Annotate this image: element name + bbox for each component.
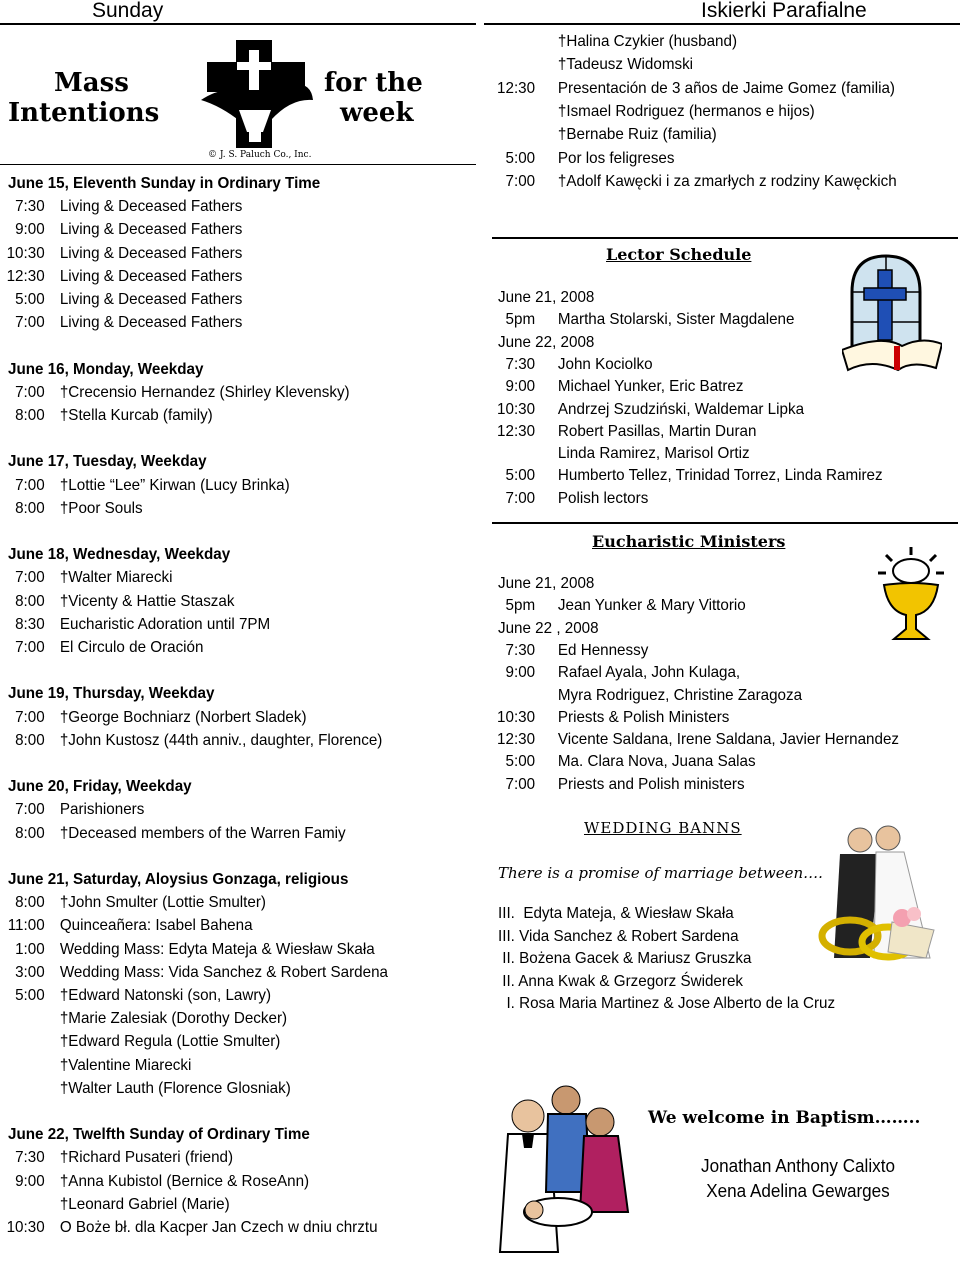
row-text: Robert Pasillas, Martin Duran bbox=[557, 422, 757, 440]
row-time: 12:30 bbox=[6, 267, 45, 285]
schedule-row bbox=[0, 917, 253, 935]
row-time: 7:30 bbox=[505, 355, 536, 373]
row-text: Living & Deceased Fathers bbox=[59, 314, 243, 332]
schedule-row bbox=[0, 221, 243, 239]
schedule-row bbox=[480, 149, 675, 168]
schedule-row bbox=[0, 615, 271, 634]
schedule-row bbox=[0, 1219, 378, 1237]
stained-glass-bible-icon bbox=[842, 252, 942, 374]
schedule-row bbox=[0, 940, 375, 959]
left-column-header: Sunday bbox=[92, 0, 164, 22]
schedule-row bbox=[0, 639, 204, 657]
schedule-row bbox=[0, 1010, 288, 1028]
row-text: Michael Yunker, Eric Batrez bbox=[557, 378, 744, 396]
schedule-row bbox=[0, 198, 243, 216]
row-text: Humberto Tellez, Trinidad Torrez, Linda Ramirez bbox=[557, 467, 883, 485]
day-heading: June 16, Monday, Weekday bbox=[8, 360, 204, 378]
schedule-row bbox=[0, 731, 383, 750]
schedule-row bbox=[0, 1195, 230, 1214]
row-text: †Adolf Kawęcki i za zmarłych z rodziny Kawęckich bbox=[557, 172, 897, 190]
row-time: 7:00 bbox=[15, 569, 45, 587]
row-time: 3:00 bbox=[15, 963, 45, 981]
row-time: 5:00 bbox=[505, 467, 536, 485]
row-text: Eucharistic Adoration until 7PM bbox=[59, 615, 271, 633]
row-text: Myra Rodriguez, Christine Zaragoza bbox=[557, 686, 803, 704]
row-text: †Deceased members of the Warren Famiy bbox=[59, 824, 346, 842]
row-text: Living & Deceased Fathers bbox=[59, 221, 243, 239]
schedule-row bbox=[480, 311, 795, 329]
row-text: Parishioners bbox=[59, 801, 145, 819]
row-time: 8:00 bbox=[15, 499, 45, 517]
schedule-row bbox=[480, 775, 745, 794]
row-text: †John Smulter (Lottie Smulter) bbox=[59, 894, 266, 912]
row-text: †Anna Kubistol (Bernice & RoseAnn) bbox=[59, 1172, 310, 1190]
row-text: Por los feligreses bbox=[557, 149, 675, 167]
row-time: 7:00 bbox=[505, 172, 536, 190]
row-time: 9:00 bbox=[505, 378, 536, 396]
row-time: 7:00 bbox=[15, 476, 45, 494]
day-heading: June 17, Tuesday, Weekday bbox=[8, 453, 207, 471]
row-text: †Vicenty & Hattie Staszak bbox=[59, 592, 235, 610]
baptism-family-icon bbox=[488, 1082, 638, 1262]
row-time: 7:30 bbox=[15, 1149, 45, 1167]
row-time: 9:00 bbox=[15, 221, 45, 239]
schedule-row bbox=[0, 291, 243, 309]
logo-mass: Mass bbox=[54, 68, 129, 98]
row-time: 8:00 bbox=[15, 407, 45, 424]
logo-copyright: © J. S. Paluch Co., Inc. bbox=[208, 150, 312, 160]
row-time: 5pm bbox=[505, 311, 536, 329]
schedule-date: June 21, 2008 bbox=[498, 575, 595, 592]
schedule-row bbox=[0, 963, 388, 982]
schedule-row bbox=[0, 801, 145, 819]
row-time: 8:00 bbox=[15, 592, 45, 610]
wedding-couple: II. Bożena Gacek & Mariusz Gruszka bbox=[498, 950, 752, 967]
left-header-rule bbox=[0, 23, 476, 25]
row-text: †Poor Souls bbox=[59, 499, 143, 517]
schedule-row bbox=[480, 102, 815, 121]
wedding-banns-title: WEDDING BANNS bbox=[584, 819, 742, 837]
schedule-row bbox=[480, 686, 803, 705]
row-text: Quinceañera: Isabel Bahena bbox=[59, 917, 253, 935]
schedule-row bbox=[480, 355, 653, 374]
row-text: †John Kustosz (44th anniv., daughter, Florence) bbox=[59, 731, 383, 749]
schedule-row bbox=[0, 1033, 281, 1051]
schedule-row bbox=[0, 1172, 310, 1191]
row-time: 5:00 bbox=[505, 149, 536, 167]
schedule-row bbox=[480, 708, 730, 727]
schedule-row bbox=[480, 126, 717, 144]
row-time: 11:00 bbox=[7, 917, 45, 935]
schedule-row bbox=[480, 400, 805, 419]
day-heading: June 22, Twelfth Sunday of Ordinary Time bbox=[8, 1126, 310, 1144]
schedule-row bbox=[0, 894, 266, 912]
row-time: 12:30 bbox=[497, 731, 536, 749]
row-time: 5pm bbox=[505, 597, 536, 615]
schedule-row bbox=[0, 267, 243, 286]
schedule-row bbox=[0, 592, 235, 611]
row-text: Vicente Saldana, Irene Saldana, Javier Hernandez bbox=[557, 731, 900, 749]
row-text: †Tadeusz Widomski bbox=[557, 56, 694, 74]
row-time: 7:00 bbox=[15, 639, 45, 656]
schedule-row bbox=[0, 569, 173, 587]
schedule-row bbox=[0, 476, 290, 495]
schedule-row bbox=[480, 79, 896, 98]
schedule-row bbox=[0, 1149, 234, 1167]
row-time: 8:00 bbox=[15, 824, 45, 842]
row-text: †Stella Kurcab (family) bbox=[59, 407, 213, 424]
row-text: Wedding Mass: Edyta Mateja & Wiesław Skała bbox=[59, 940, 375, 958]
row-text: Ed Hennessy bbox=[557, 641, 649, 659]
row-text: Martha Stolarski, Sister Magdalene bbox=[557, 311, 795, 329]
right-column-header: Iskierki Parafialne bbox=[701, 0, 867, 22]
row-text: Presentación de 3 años de Jaime Gomez (familia) bbox=[557, 79, 896, 97]
schedule-row bbox=[0, 708, 307, 727]
wedding-couple: I. Rosa Maria Martinez & Jose Alberto de la Cruz bbox=[498, 995, 836, 1012]
schedule-row bbox=[0, 407, 213, 425]
row-text: †Marie Zalesiak (Dorothy Decker) bbox=[59, 1010, 288, 1028]
logo-rule bbox=[0, 164, 476, 165]
schedule-row bbox=[480, 753, 756, 771]
lector-schedule-title: Lector Schedule bbox=[606, 245, 752, 264]
row-text: Andrzej Szudziński, Waldemar Lipka bbox=[557, 400, 805, 418]
row-time: 7:00 bbox=[15, 708, 45, 726]
day-heading: June 19, Thursday, Weekday bbox=[8, 685, 215, 703]
wedding-couple: III. Vida Sanchez & Robert Sardena bbox=[498, 927, 739, 945]
row-time: 12:30 bbox=[497, 79, 536, 97]
cross-chalice-icon bbox=[191, 40, 321, 152]
logo-week: week bbox=[340, 98, 414, 128]
row-time: 12:30 bbox=[497, 422, 536, 440]
row-time: 7:00 bbox=[505, 775, 536, 793]
row-text: †Walter Miarecki bbox=[59, 569, 173, 587]
schedule-row bbox=[480, 664, 741, 682]
schedule-row bbox=[480, 641, 649, 660]
row-text: Living & Deceased Fathers bbox=[59, 291, 243, 308]
row-time: 9:00 bbox=[15, 1172, 45, 1190]
schedule-row bbox=[0, 1079, 291, 1098]
row-time: 1:00 bbox=[15, 940, 45, 958]
schedule-date: June 21, 2008 bbox=[498, 289, 595, 306]
schedule-row bbox=[480, 445, 750, 463]
day-heading: June 20, Friday, Weekday bbox=[8, 778, 192, 796]
row-time: 7:00 bbox=[15, 383, 45, 401]
logo-for-the: for the bbox=[324, 68, 423, 98]
row-text: †Lottie “Lee” Kirwan (Lucy Brinka) bbox=[59, 476, 290, 494]
row-time: 7:30 bbox=[505, 641, 536, 659]
row-text: †Walter Lauth (Florence Glosniak) bbox=[59, 1079, 291, 1097]
day-heading: June 18, Wednesday, Weekday bbox=[8, 546, 231, 564]
baptism-name-1: Jonathan Anthony Calixto bbox=[701, 1156, 895, 1176]
row-text: Priests and Polish ministers bbox=[557, 775, 745, 793]
row-time: 8:00 bbox=[15, 731, 45, 749]
row-time: 10:30 bbox=[6, 244, 45, 262]
schedule-row bbox=[0, 987, 272, 1005]
row-time: 7:00 bbox=[15, 801, 45, 819]
schedule-row bbox=[480, 33, 738, 51]
row-time: 10:30 bbox=[497, 708, 536, 726]
row-text: †Crecensio Hernandez (Shirley Klevensky) bbox=[59, 383, 350, 401]
row-text: O Boże bł. dla Kacper Jan Czech w dniu chrztu bbox=[59, 1219, 378, 1236]
right-header-rule bbox=[484, 23, 960, 25]
row-text: †Ismael Rodriguez (hermanos e hijos) bbox=[557, 102, 815, 120]
schedule-row bbox=[480, 597, 746, 615]
day-heading: June 15, Eleventh Sunday in Ordinary Time bbox=[8, 175, 321, 192]
row-text: Priests & Polish Ministers bbox=[557, 708, 730, 726]
row-text: †Edward Natonski (son, Lawry) bbox=[59, 987, 272, 1004]
row-text: †Bernabe Ruiz (familia) bbox=[557, 126, 717, 144]
mass-intentions-logo bbox=[8, 38, 448, 164]
row-text: Living & Deceased Fathers bbox=[59, 267, 243, 285]
row-text: †Richard Pusateri (friend) bbox=[59, 1149, 234, 1167]
row-text: †Valentine Miarecki bbox=[59, 1056, 192, 1074]
baptism-name-2: Xena Adelina Gewarges bbox=[706, 1181, 890, 1201]
row-time: 7:00 bbox=[15, 314, 45, 332]
row-time: 8:30 bbox=[15, 615, 45, 633]
row-time: 7:00 bbox=[505, 489, 536, 507]
row-time: 10:30 bbox=[497, 400, 536, 418]
schedule-row bbox=[0, 383, 350, 402]
row-text: Living & Deceased Fathers bbox=[59, 198, 243, 216]
row-text: Wedding Mass: Vida Sanchez & Robert Sardena bbox=[59, 963, 388, 981]
schedule-row bbox=[480, 731, 900, 749]
wedding-promise-text: There is a promise of marriage between…. bbox=[498, 864, 823, 882]
row-time: 8:00 bbox=[15, 894, 45, 912]
schedule-row bbox=[0, 824, 346, 843]
row-time: 7:30 bbox=[15, 198, 45, 216]
wedding-couple: III. Edyta Mateja, & Wiesław Skała bbox=[498, 905, 734, 922]
row-time: 5:00 bbox=[505, 753, 536, 771]
row-text: Rafael Ayala, John Kulaga, bbox=[557, 664, 741, 682]
row-text: Ma. Clara Nova, Juana Salas bbox=[557, 753, 756, 771]
ministers-rule bbox=[492, 522, 958, 524]
schedule-row bbox=[0, 1056, 192, 1075]
schedule-row bbox=[480, 378, 744, 396]
schedule-row bbox=[480, 467, 883, 485]
row-text: †Halina Czykier (husband) bbox=[557, 33, 738, 50]
row-time: 5:00 bbox=[15, 291, 45, 308]
logo-intentions: Intentions bbox=[8, 98, 160, 128]
lector-rule bbox=[492, 237, 958, 239]
row-time: 10:30 bbox=[6, 1219, 45, 1236]
row-text: Linda Ramirez, Marisol Ortiz bbox=[557, 445, 750, 463]
baptism-welcome-title: We welcome in Baptism…….. bbox=[648, 1108, 921, 1128]
row-text: †Leonard Gabriel (Marie) bbox=[59, 1195, 230, 1213]
schedule-row bbox=[480, 172, 897, 191]
wedding-couple: II. Anna Kwak & Grzegorz Świderek bbox=[498, 972, 743, 990]
wedding-couple-rings-icon bbox=[810, 818, 944, 968]
row-text: John Kociolko bbox=[557, 355, 653, 373]
schedule-row bbox=[0, 244, 243, 263]
schedule-row bbox=[480, 56, 694, 74]
row-time: 9:00 bbox=[505, 664, 536, 682]
row-text: †George Bochniarz (Norbert Sladek) bbox=[59, 708, 307, 726]
schedule-row bbox=[480, 422, 757, 441]
schedule-row bbox=[0, 314, 243, 332]
schedule-date: June 22, 2008 bbox=[498, 333, 595, 351]
schedule-row bbox=[0, 499, 143, 518]
row-text: Polish lectors bbox=[557, 489, 649, 507]
day-heading: June 21, Saturday, Aloysius Gonzaga, religious bbox=[8, 871, 349, 888]
schedule-date: June 22 , 2008 bbox=[498, 619, 599, 637]
eucharistic-ministers-title: Eucharistic Ministers bbox=[592, 532, 786, 551]
row-text: Living & Deceased Fathers bbox=[59, 244, 243, 262]
row-text: Jean Yunker & Mary Vittorio bbox=[557, 597, 746, 615]
schedule-row bbox=[480, 489, 649, 508]
row-text: †Edward Regula (Lottie Smulter) bbox=[59, 1033, 281, 1051]
row-text: El Circulo de Oración bbox=[59, 639, 204, 656]
row-time: 5:00 bbox=[15, 987, 45, 1004]
chalice-host-icon bbox=[876, 545, 946, 645]
